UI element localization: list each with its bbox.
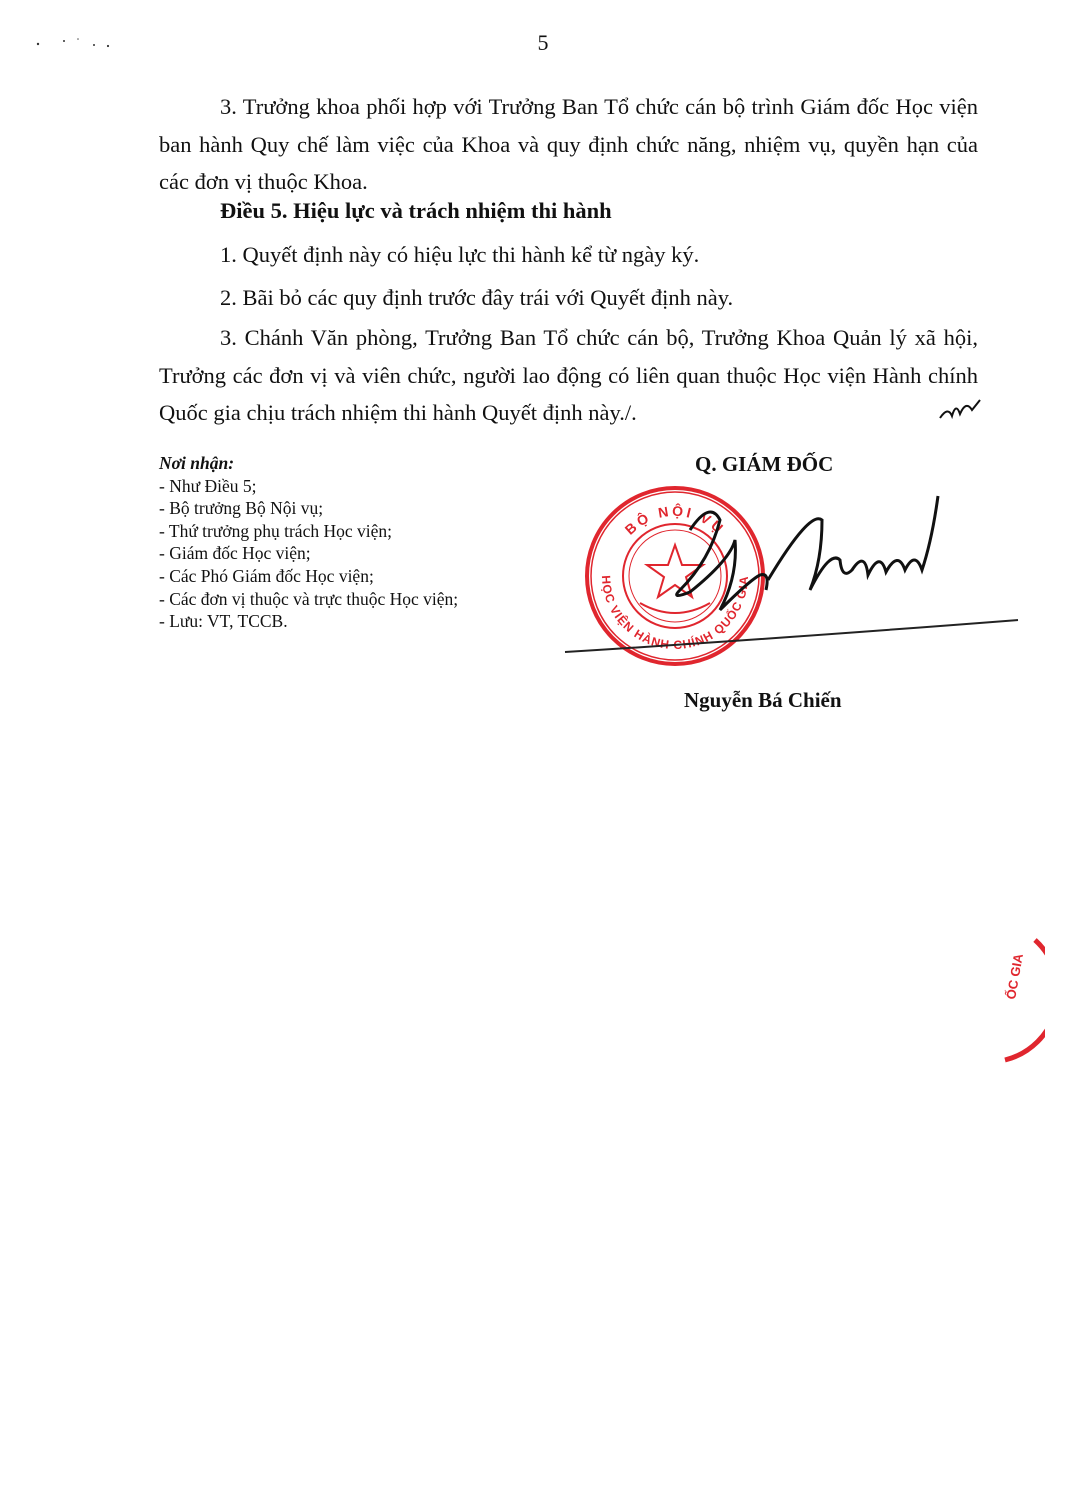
paragraph-article-5-item-1: 1. Quyết định này có hiệu lực thi hành kể từ ngày ký. bbox=[220, 242, 700, 267]
article-5-heading: Điều 5. Hiệu lực và trách nhiệm thi hành bbox=[220, 198, 612, 223]
page-number: 5 bbox=[537, 30, 549, 55]
signer-title: Q. GIÁM ĐỐC bbox=[695, 452, 834, 476]
recipient-item: - Các đơn vị thuộc và trực thuộc Học viện; bbox=[159, 588, 459, 609]
recipient-item: - Như Điều 5; bbox=[159, 475, 257, 496]
partial-seal-margin bbox=[985, 930, 1045, 1070]
recipients-list bbox=[159, 475, 458, 633]
signer-name: Nguyễn Bá Chiến bbox=[684, 688, 842, 712]
paragraph-article-5-item-3: 3. Chánh Văn phòng, Trưởng Ban Tổ chức cán bộ, Trưởng Khoa Quản lý xã hội, Trưởng các đơn vị và viên chức, người lao động có liên quan thuộc Học viện Hành chính Quốc gia chịu trách nhiệm thi hành Quyết định này./. bbox=[159, 325, 978, 425]
initial-mark bbox=[936, 392, 984, 428]
handwritten-signature bbox=[560, 480, 1030, 660]
seal-top-text: BỘ NỘI VỤ bbox=[621, 502, 729, 538]
scan-specks bbox=[34, 36, 114, 50]
seal-bottom-text: HỌC VIỆN HÀNH CHÍNH QUỐC GIA bbox=[598, 574, 752, 653]
recipients-block bbox=[159, 452, 458, 633]
recipients-title: Nơi nhận: bbox=[159, 453, 235, 473]
paragraph-article-4-item-3: 3. Trưởng khoa phối hợp với Trưởng Ban Tổ chức cán bộ trình Giám đốc Học viện ban hành Quy chế làm việc của Khoa và quy định chức năng, nhiệm vụ, quyền hạn của các đơn vị thuộc Khoa. bbox=[159, 94, 978, 194]
recipient-item: - Lưu: VT, TCCB. bbox=[159, 611, 288, 632]
recipient-item: - Các Phó Giám đốc Học viện; bbox=[159, 565, 374, 586]
side-seal-text: ỐC GIA bbox=[1003, 952, 1026, 1001]
recipient-item: - Giám đốc Học viện; bbox=[159, 543, 311, 564]
recipient-item: - Bộ trưởng Bộ Nội vụ; bbox=[159, 498, 324, 519]
paragraph-article-5-item-2: 2. Bãi bỏ các quy định trước đây trái với Quyết định này. bbox=[220, 285, 734, 310]
recipient-item: - Thứ trưởng phụ trách Học viện; bbox=[159, 520, 392, 541]
